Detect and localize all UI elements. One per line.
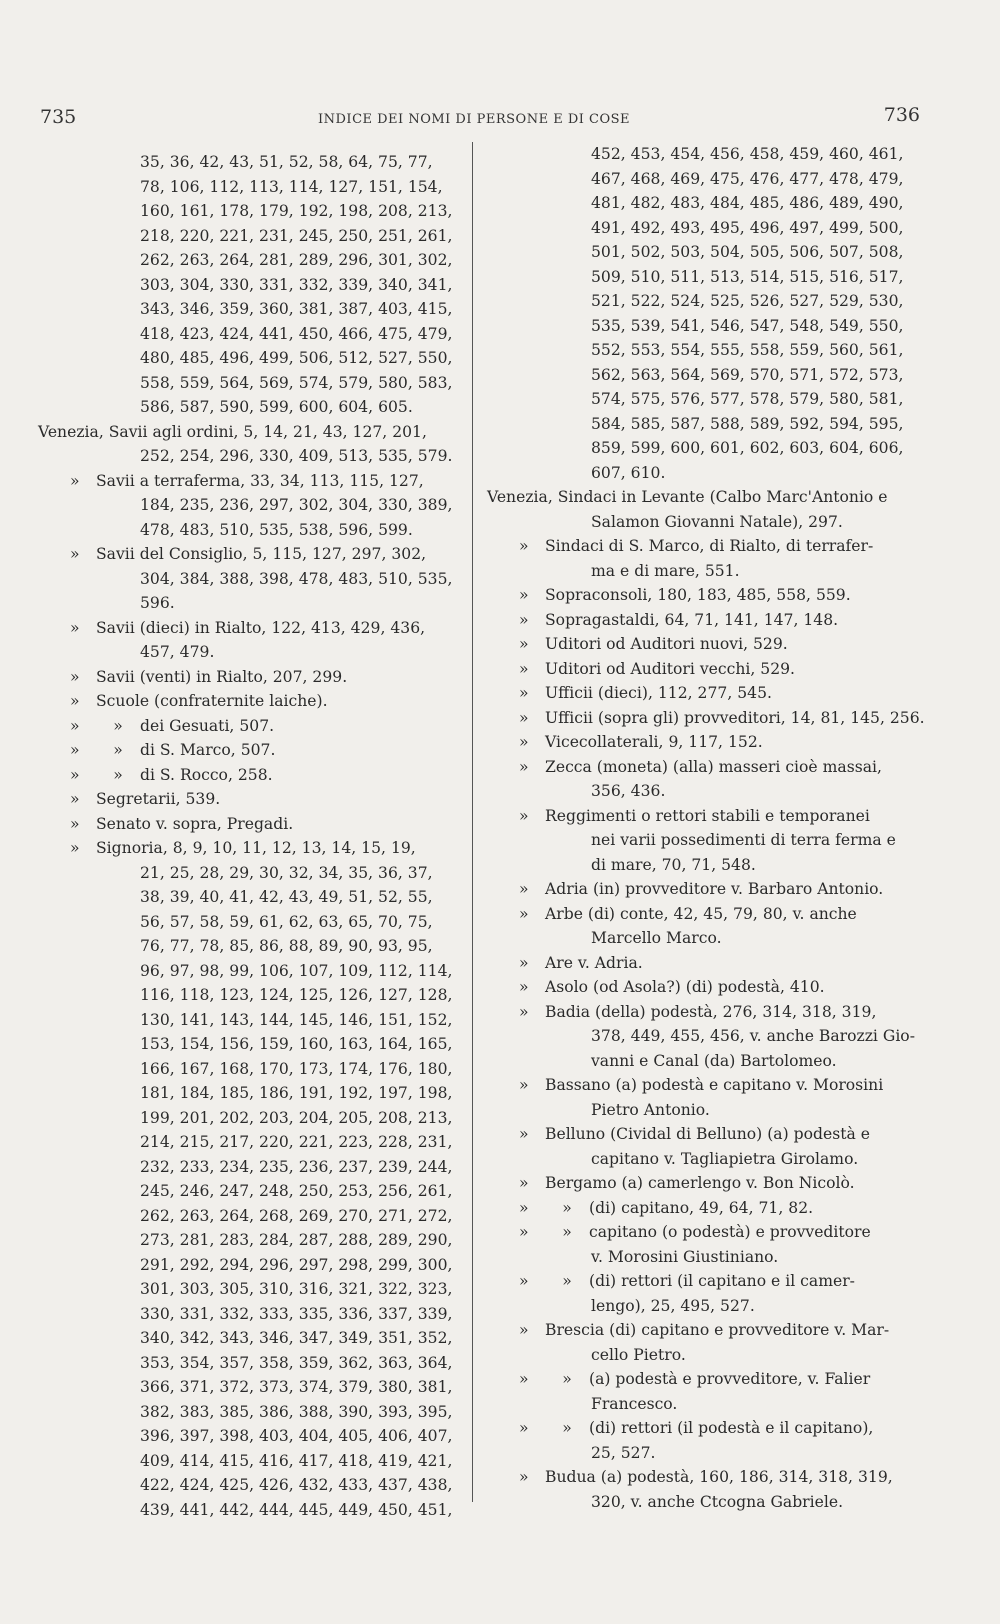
index-entry-line	[38, 1057, 478, 1082]
index-entry-line	[38, 959, 478, 984]
index-entry-text: 245, 246, 247, 248, 250, 253, 256, 261,	[140, 1182, 453, 1200]
index-entry-text: 35, 36, 42, 43, 51, 52, 58, 64, 75, 77,	[140, 153, 433, 171]
ditto-mark: »	[519, 684, 529, 702]
index-entry-line	[38, 493, 478, 518]
ditto-mark: »	[519, 904, 529, 923]
index-entry-text: 76, 77, 78, 85, 86, 88, 89, 90, 93, 95,	[140, 937, 433, 955]
index-entry-line	[38, 567, 478, 592]
index-entry-text: 574, 575, 576, 577, 578, 579, 580, 581,	[591, 390, 904, 408]
index-entry-text: Salamon Giovanni Natale), 297.	[591, 512, 843, 531]
index-entry-line	[38, 1326, 478, 1351]
index-entry-text: nei varii possedimenti di terra ferma e	[591, 831, 896, 849]
index-entry-line	[487, 1343, 927, 1368]
index-entry-text: 859, 599, 600, 601, 602, 603, 604, 606,	[591, 439, 904, 457]
index-entry-line	[487, 289, 927, 314]
index-entry-text: capitano v. Tagliapietra Girolamo.	[591, 1149, 859, 1168]
ditto-mark: »	[519, 953, 529, 972]
index-entry-line	[38, 983, 478, 1008]
index-entry-text: Sindaci di S. Marco, di Rialto, di terrafer-	[545, 537, 874, 555]
index-entry-text: 586, 587, 590, 599, 600, 604, 605.	[140, 398, 413, 416]
ditto-mark: »	[113, 741, 123, 759]
index-entry-text: di S. Marco, 507.	[140, 741, 276, 759]
index-entry-line	[38, 1130, 478, 1155]
index-entry-text: 273, 281, 283, 284, 287, 288, 289, 290,	[140, 1231, 453, 1249]
index-entry-text: ma e di mare, 551.	[591, 561, 740, 580]
index-entry-text: Venezia, Savii agli ordini, 5, 14, 21, 43, 127, 201,	[38, 422, 427, 441]
column-divider	[472, 142, 473, 1502]
index-entry-text: Savii (dieci) in Rialto, 122, 413, 429, 436,	[96, 618, 426, 637]
index-entry-line	[487, 1416, 927, 1441]
index-entry-line	[38, 1277, 478, 1302]
index-entry-text: 304, 384, 388, 398, 478, 483, 510, 535,	[140, 569, 453, 588]
index-entry-line	[38, 1449, 478, 1474]
index-entry-text: 478, 483, 510, 535, 538, 596, 599.	[140, 520, 413, 539]
index-entry-text: 303, 304, 330, 331, 332, 339, 340, 341,	[140, 275, 453, 294]
ditto-mark: »	[562, 1223, 572, 1241]
index-entry-text: 116, 118, 123, 124, 125, 126, 127, 128,	[140, 986, 453, 1004]
index-entry-text: 439, 441, 442, 444, 445, 449, 450, 451,	[140, 1500, 453, 1519]
index-entry-line	[487, 387, 927, 412]
index-entry-text: 418, 423, 424, 441, 450, 466, 475, 479,	[140, 324, 453, 343]
index-entry-text: 130, 141, 143, 144, 145, 146, 151, 152,	[140, 1010, 453, 1029]
ditto-mark: »	[113, 765, 123, 784]
index-entry-line	[38, 714, 478, 739]
index-entry-line	[487, 510, 927, 535]
ditto-mark: »	[519, 1223, 529, 1241]
index-entry-text: 457, 479.	[140, 643, 215, 661]
ditto-mark: »	[519, 1125, 529, 1143]
index-entry-text: 535, 539, 541, 546, 547, 548, 549, 550,	[591, 316, 904, 335]
index-entry-text: Uditori od Auditori vecchi, 529.	[545, 659, 795, 678]
index-entry-text: 56, 57, 58, 59, 61, 62, 63, 65, 70, 75,	[140, 912, 433, 931]
index-entry-line	[38, 861, 478, 886]
index-entry-line	[38, 248, 478, 273]
index-entry-line	[38, 812, 478, 837]
index-entry-text: vanni e Canal (da) Bartolomeo.	[591, 1051, 837, 1070]
index-entry-line	[487, 828, 927, 853]
page-number-left: 735	[40, 106, 77, 128]
index-entry-text: 330, 331, 332, 333, 335, 336, 337, 339,	[140, 1304, 453, 1323]
ditto-mark: »	[519, 757, 529, 776]
index-entry-line	[38, 273, 478, 298]
index-entry-line	[487, 363, 927, 388]
ditto-mark: »	[519, 1174, 529, 1192]
index-entry-line	[38, 199, 478, 224]
index-entry-line	[487, 338, 927, 363]
index-entry-text: 214, 215, 217, 220, 221, 223, 228, 231,	[140, 1133, 453, 1151]
index-entry-line	[38, 1351, 478, 1376]
index-entry-line	[487, 902, 927, 927]
page-number-right: 736	[883, 104, 920, 126]
index-entry-text: Pietro Antonio.	[591, 1100, 710, 1119]
index-entry-text: 552, 553, 554, 555, 558, 559, 560, 561,	[591, 341, 904, 359]
index-entry-text: Sopragastaldi, 64, 71, 141, 147, 148.	[545, 610, 839, 629]
index-entry-text: 21, 25, 28, 29, 30, 32, 34, 35, 36, 37,	[140, 863, 433, 882]
index-entry-line	[38, 420, 478, 445]
index-entry-text: Are v. Adria.	[545, 953, 643, 972]
index-entry-line	[487, 804, 927, 829]
index-entry-text: Zecca (moneta) (alla) masseri cioè massai,	[545, 757, 882, 776]
index-entry-line	[38, 1228, 478, 1253]
index-entry-line	[38, 1008, 478, 1033]
index-entry-line	[487, 608, 927, 633]
index-entry-text: di mare, 70, 71, 548.	[591, 855, 756, 874]
index-entry-line	[38, 322, 478, 347]
index-entry-line	[38, 175, 478, 200]
index-entry-text: 396, 397, 398, 403, 404, 405, 406, 407,	[140, 1427, 453, 1445]
index-entry-text: 160, 161, 178, 179, 192, 198, 208, 213,	[140, 202, 453, 220]
ditto-mark: »	[519, 659, 529, 678]
index-entry-text: 291, 292, 294, 296, 297, 298, 299, 300,	[140, 1255, 453, 1274]
index-entry-text: 562, 563, 564, 569, 570, 571, 572, 573,	[591, 365, 904, 384]
index-entry-text: Adria (in) provveditore v. Barbaro Antonio.	[545, 880, 884, 898]
index-entry-line	[487, 926, 927, 951]
index-entry-text: 378, 449, 455, 456, v. anche Barozzi Gio-	[591, 1027, 915, 1045]
index-entry-line	[487, 877, 927, 902]
index-entry-line	[38, 371, 478, 396]
index-entry-text: Venezia, Sindaci in Levante (Calbo Marc'Antonio e	[487, 488, 888, 506]
index-entry-text: Savii del Consiglio, 5, 115, 127, 297, 302,	[96, 545, 427, 563]
index-entry-line	[487, 1465, 927, 1490]
index-entry-line	[487, 730, 927, 755]
index-entry-line	[38, 469, 478, 494]
index-entry-text: (di) capitano, 49, 64, 71, 82.	[589, 1198, 814, 1217]
index-entry-line	[38, 1473, 478, 1498]
index-entry-text: Bergamo (a) camerlengo v. Bon Nicolò.	[545, 1174, 855, 1192]
index-entry-line	[487, 975, 927, 1000]
index-entry-text: 480, 485, 496, 499, 506, 512, 527, 550,	[140, 349, 453, 367]
index-entry-line	[487, 240, 927, 265]
index-entry-text: (a) podestà e provveditore, v. Falier	[589, 1370, 871, 1388]
index-entry-text: di S. Rocco, 258.	[140, 765, 273, 784]
index-entry-text: 584, 585, 587, 588, 589, 592, 594, 595,	[591, 414, 904, 433]
index-entry-text: 409, 414, 415, 416, 417, 418, 419, 421,	[140, 1451, 453, 1470]
index-entry-line	[487, 216, 927, 241]
index-entry-text: 38, 39, 40, 41, 42, 43, 49, 51, 52, 55,	[140, 888, 433, 906]
ditto-mark: »	[519, 610, 529, 629]
index-entry-text: 301, 303, 305, 310, 316, 321, 322, 323,	[140, 1280, 453, 1298]
index-entry-text: Ufficii (dieci), 112, 277, 545.	[545, 684, 772, 702]
index-entry-line	[487, 657, 927, 682]
ditto-mark: »	[519, 635, 529, 653]
index-entry-text: Signoria, 8, 9, 10, 11, 12, 13, 14, 15, 19,	[96, 839, 416, 857]
index-entry-line	[38, 591, 478, 616]
index-entry-text: Badia (della) podestà, 276, 314, 318, 319,	[545, 1002, 877, 1021]
index-entry-text: Budua (a) podestà, 160, 186, 314, 318, 319,	[545, 1468, 893, 1486]
index-entry-text: 181, 184, 185, 186, 191, 192, 197, 198,	[140, 1084, 453, 1102]
index-entry-text: cello Pietro.	[591, 1345, 686, 1364]
index-entry-line	[38, 1253, 478, 1278]
index-entry-line	[38, 934, 478, 959]
index-entry-line	[487, 412, 927, 437]
index-entry-text: Sopraconsoli, 180, 183, 485, 558, 559.	[545, 586, 851, 604]
index-entry-text: 199, 201, 202, 203, 204, 205, 208, 213,	[140, 1108, 453, 1127]
index-entry-line	[487, 534, 927, 559]
index-entry-text: 509, 510, 511, 513, 514, 515, 516, 517,	[591, 267, 904, 286]
index-entry-line	[38, 1106, 478, 1131]
ditto-mark: »	[562, 1198, 572, 1217]
ditto-mark: »	[70, 471, 80, 490]
index-entry-text: Marcello Marco.	[591, 929, 722, 947]
index-entry-line	[38, 297, 478, 322]
index-entry-line	[38, 640, 478, 665]
index-entry-text: 262, 263, 264, 281, 289, 296, 301, 302,	[140, 251, 453, 269]
index-entry-line	[487, 853, 927, 878]
running-header-title: INDICE DEI NOMI DI PERSONE E DI COSE	[318, 112, 631, 127]
index-entry-line	[38, 1179, 478, 1204]
index-entry-text: 343, 346, 359, 360, 381, 387, 403, 415,	[140, 300, 453, 318]
index-entry-text: 262, 263, 264, 268, 269, 270, 271, 272,	[140, 1206, 453, 1225]
ditto-mark: »	[519, 1198, 529, 1217]
index-entry-line	[487, 1367, 927, 1392]
index-entry-line	[487, 1073, 927, 1098]
index-entry-line	[487, 1318, 927, 1343]
ditto-mark: »	[562, 1419, 572, 1437]
index-entry-line	[487, 314, 927, 339]
ditto-mark: »	[519, 537, 529, 555]
index-entry-line	[38, 665, 478, 690]
index-entry-text: 521, 522, 524, 525, 526, 527, 529, 530,	[591, 292, 904, 310]
index-entry-line	[38, 1204, 478, 1229]
ditto-mark: »	[113, 716, 123, 735]
index-entry-line	[487, 755, 927, 780]
index-entry-line	[487, 706, 927, 731]
index-entry-line	[487, 191, 927, 216]
index-column-left	[38, 150, 478, 1522]
index-entry-line	[487, 1220, 927, 1245]
ditto-mark: »	[519, 1272, 529, 1290]
ditto-mark: »	[519, 978, 529, 996]
index-entry-text: 501, 502, 503, 504, 505, 506, 507, 508,	[591, 243, 904, 261]
ditto-mark: »	[70, 814, 80, 833]
index-entry-text: Segretarii, 539.	[96, 790, 221, 808]
index-entry-line	[487, 1490, 927, 1515]
ditto-mark: »	[519, 1321, 529, 1339]
index-entry-text: 96, 97, 98, 99, 106, 107, 109, 112, 114,	[140, 961, 453, 980]
index-entry-line	[487, 1269, 927, 1294]
index-entry-line	[38, 150, 478, 175]
index-entry-line	[487, 1098, 927, 1123]
index-entry-line	[38, 1424, 478, 1449]
ditto-mark: »	[519, 586, 529, 604]
index-entry-text: 366, 371, 372, 373, 374, 379, 380, 381,	[140, 1378, 453, 1396]
index-entry-line	[38, 1400, 478, 1425]
index-entry-text: Brescia (di) capitano e provveditore v. Mar-	[545, 1321, 890, 1339]
index-entry-text: 78, 106, 112, 113, 114, 127, 151, 154,	[140, 177, 443, 196]
index-entry-text: (di) rettori (il podestà e il capitano),	[589, 1419, 874, 1437]
index-entry-text: 481, 482, 483, 484, 485, 486, 489, 490,	[591, 194, 904, 212]
index-entry-line	[487, 559, 927, 584]
ditto-mark: »	[519, 1468, 529, 1486]
index-entry-line	[487, 779, 927, 804]
index-entry-text: 452, 453, 454, 456, 458, 459, 460, 461,	[591, 145, 904, 163]
ditto-mark: »	[70, 741, 80, 759]
index-entry-line	[487, 681, 927, 706]
index-entry-line	[38, 224, 478, 249]
ditto-mark: »	[519, 1002, 529, 1021]
index-entry-text: Bassano (a) podestà e capitano v. Morosini	[545, 1076, 884, 1094]
ditto-mark: »	[70, 790, 80, 808]
ditto-mark: »	[70, 618, 80, 637]
index-entry-line	[487, 1000, 927, 1025]
index-entry-text: Savii a terraferma, 33, 34, 113, 115, 127,	[96, 471, 424, 490]
index-entry-line	[487, 1147, 927, 1172]
ditto-mark: »	[70, 545, 80, 563]
ditto-mark: »	[519, 806, 529, 825]
index-entry-line	[38, 689, 478, 714]
index-column-right	[487, 142, 927, 1514]
index-entry-text: dei Gesuati, 507.	[140, 716, 275, 735]
index-entry-text: Belluno (Cividal di Belluno) (a) podestà e	[545, 1125, 870, 1143]
index-entry-text: 232, 233, 234, 235, 236, 237, 239, 244,	[140, 1157, 453, 1176]
index-entry-line	[487, 436, 927, 461]
index-entry-line	[38, 1032, 478, 1057]
index-entry-text: 596.	[140, 594, 175, 612]
index-entry-text: Ufficii (sopra gli) provveditori, 14, 81, 145, 256.	[545, 708, 925, 727]
index-entry-line	[38, 518, 478, 543]
index-entry-text: 184, 235, 236, 297, 302, 304, 330, 389,	[140, 496, 453, 514]
index-entry-line	[38, 616, 478, 641]
index-entry-text: Asolo (od Asola?) (di) podestà, 410.	[545, 978, 825, 996]
index-entry-text: 467, 468, 469, 475, 476, 477, 478, 479,	[591, 169, 904, 188]
index-entry-line	[38, 787, 478, 812]
index-entry-line	[487, 1245, 927, 1270]
index-entry-text: Francesco.	[591, 1394, 678, 1413]
index-entry-line	[38, 542, 478, 567]
ditto-mark: »	[70, 765, 80, 784]
index-entry-line	[487, 1171, 927, 1196]
ditto-mark: »	[70, 667, 80, 686]
index-entry-text: Uditori od Auditori nuovi, 529.	[545, 635, 788, 653]
index-entry-line	[38, 836, 478, 861]
index-entry-line	[487, 1441, 927, 1466]
index-entry-line	[38, 1375, 478, 1400]
ditto-mark: »	[519, 880, 529, 898]
index-entry-text: 252, 254, 296, 330, 409, 513, 535, 579.	[140, 447, 453, 465]
index-entry-text: 356, 436.	[591, 782, 666, 800]
index-entry-line	[38, 885, 478, 910]
index-entry-line	[38, 1302, 478, 1327]
index-entry-text: Scuole (confraternite laiche).	[96, 692, 328, 710]
index-entry-line	[487, 1392, 927, 1417]
index-entry-line	[38, 763, 478, 788]
index-entry-line	[487, 265, 927, 290]
index-entry-text: 607, 610.	[591, 463, 666, 482]
index-entry-text: Reggimenti o rettori stabili e temporanei	[545, 806, 870, 825]
index-entry-text: 218, 220, 221, 231, 245, 250, 251, 261,	[140, 226, 453, 245]
index-entry-text: 382, 383, 385, 386, 388, 390, 393, 395,	[140, 1402, 453, 1421]
index-entry-line	[38, 1498, 478, 1523]
index-entry-text: capitano (o podestà) e provveditore	[589, 1223, 871, 1241]
index-entry-text: 558, 559, 564, 569, 574, 579, 580, 583,	[140, 373, 453, 392]
ditto-mark: »	[70, 839, 80, 857]
index-entry-line	[487, 951, 927, 976]
index-entry-line	[487, 1024, 927, 1049]
ditto-mark: »	[519, 1370, 529, 1388]
ditto-mark: »	[519, 708, 529, 727]
ditto-mark: »	[519, 1419, 529, 1437]
index-entry-line	[487, 142, 927, 167]
index-entry-text: 491, 492, 493, 495, 496, 497, 499, 500,	[591, 218, 904, 237]
index-entry-line	[487, 461, 927, 486]
index-entry-line	[38, 738, 478, 763]
index-entry-line	[487, 1049, 927, 1074]
index-entry-text: Senato v. sopra, Pregadi.	[96, 814, 294, 833]
index-entry-text: 166, 167, 168, 170, 173, 174, 176, 180,	[140, 1059, 453, 1078]
index-entry-line	[487, 583, 927, 608]
index-entry-line	[38, 1155, 478, 1180]
index-entry-text: Arbe (di) conte, 42, 45, 79, 80, v. anche	[545, 904, 857, 923]
index-entry-text: 320, v. anche Ctcogna Gabriele.	[591, 1492, 844, 1511]
ditto-mark: »	[519, 1076, 529, 1094]
index-entry-line	[38, 346, 478, 371]
index-entry-line	[487, 632, 927, 657]
index-entry-text: 353, 354, 357, 358, 359, 362, 363, 364,	[140, 1353, 453, 1372]
index-entry-line	[487, 1294, 927, 1319]
index-entry-text: Savii (venti) in Rialto, 207, 299.	[96, 667, 348, 686]
ditto-mark: »	[519, 733, 529, 751]
index-entry-line	[487, 485, 927, 510]
index-entry-text: 422, 424, 425, 426, 432, 433, 437, 438,	[140, 1476, 453, 1494]
ditto-mark: »	[70, 716, 80, 735]
index-entry-text: 153, 154, 156, 159, 160, 163, 164, 165,	[140, 1035, 453, 1053]
ditto-mark: »	[70, 692, 80, 710]
index-entry-text: 25, 527.	[591, 1443, 656, 1462]
index-entry-line	[487, 1122, 927, 1147]
index-entry-line	[38, 395, 478, 420]
index-entry-text: v. Morosini Giustiniano.	[591, 1247, 779, 1266]
index-entry-line	[487, 167, 927, 192]
ditto-mark: »	[562, 1370, 572, 1388]
index-entry-line	[38, 444, 478, 469]
index-entry-text: Vicecollaterali, 9, 117, 152.	[545, 733, 763, 751]
ditto-mark: »	[562, 1272, 572, 1290]
index-entry-text: (di) rettori (il capitano e il camer-	[589, 1272, 855, 1290]
index-entry-line	[38, 910, 478, 935]
index-entry-line	[487, 1196, 927, 1221]
index-entry-text: lengo), 25, 495, 527.	[591, 1296, 755, 1315]
index-entry-line	[38, 1081, 478, 1106]
index-entry-text: 340, 342, 343, 346, 347, 349, 351, 352,	[140, 1329, 453, 1347]
